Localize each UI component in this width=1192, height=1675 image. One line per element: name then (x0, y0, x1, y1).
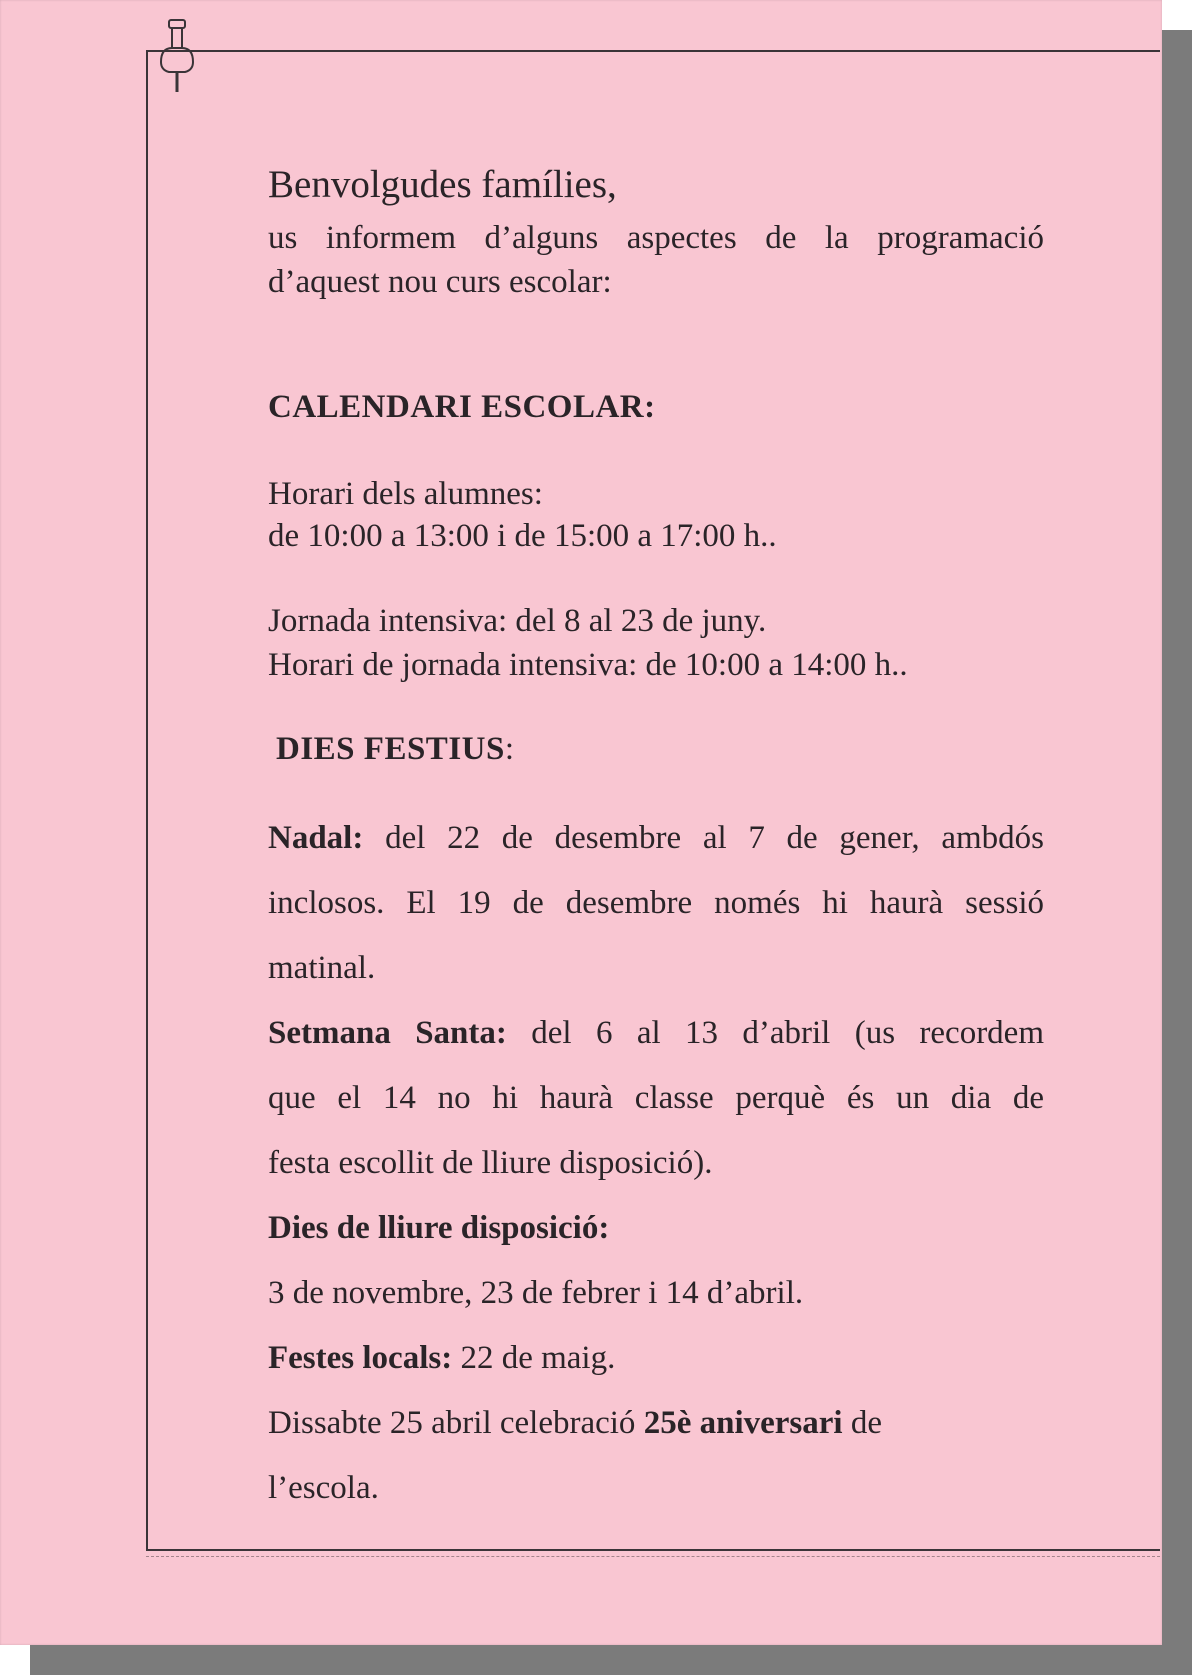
free-days-label (268, 1208, 609, 1248)
christmas-label: Nadal: (268, 820, 364, 856)
christmas-line-3: matinal. (268, 950, 376, 986)
intensive-hours: Horari de jornada intensiva: de 10:00 a 14:00 h.. (268, 647, 908, 683)
easter-line-2: que el 14 no hi haurà classe perquè és un dia de (268, 1080, 1044, 1116)
holidays-heading (276, 729, 515, 769)
holidays-heading-colon: : (504, 731, 515, 767)
free-days-value: 3 de novembre, 23 de febrer i 14 d’abril. (268, 1275, 804, 1311)
calendar-heading: CALENDARI ESCOLAR: (268, 389, 656, 425)
anniversary-suffix: de (850, 1405, 882, 1441)
schedule-label: Horari dels alumnes: (268, 476, 543, 512)
local-holiday-label: Festes locals: (268, 1340, 453, 1376)
easter-label: Setmana Santa: (268, 1015, 507, 1051)
greeting: Benvolgudes famílies, (268, 163, 617, 206)
christmas-line-2: inclosos. El 19 de desembre només hi haurà sessió (268, 885, 1044, 921)
schedule-value: de 10:00 a 13:00 i de 15:00 a 17:00 h.. (268, 518, 777, 554)
easter-text-1: del 6 al 13 d’abril (us recordem (531, 1015, 1044, 1051)
frame-left-border (146, 50, 148, 1550)
anniversary-line-2: l’escola. (268, 1470, 379, 1506)
local-holiday-value: 22 de maig. (460, 1340, 616, 1376)
intro-line-1: us informem d’alguns aspectes de la programació (268, 220, 1044, 256)
frame-top-border (146, 50, 1160, 52)
anniversary-line-1 (268, 1403, 882, 1443)
anniversary-prefix: Dissabte 25 abril celebració (268, 1405, 636, 1441)
pushpin-icon (157, 18, 197, 96)
free-days-label-text: Dies de lliure disposició: (268, 1210, 610, 1246)
frame-bottom-border (146, 1549, 1160, 1551)
christmas-line-1 (268, 818, 1044, 858)
intro-line-2: d’aquest nou curs escolar: (268, 264, 612, 300)
easter-line-3: festa escollit de lliure disposició). (268, 1145, 713, 1181)
intensive-dates: Jornada intensiva: del 8 al 23 de juny. (268, 603, 767, 639)
local-holiday-line (268, 1338, 615, 1378)
anniversary-bold: 25è aniversari (643, 1405, 843, 1441)
christmas-text-1: del 22 de desembre al 7 de gener, ambdós (385, 820, 1044, 856)
frame-bottom-shadow-line (146, 1556, 1160, 1557)
easter-line-1 (268, 1013, 1044, 1053)
holidays-heading-text: DIES FESTIUS (276, 731, 505, 767)
